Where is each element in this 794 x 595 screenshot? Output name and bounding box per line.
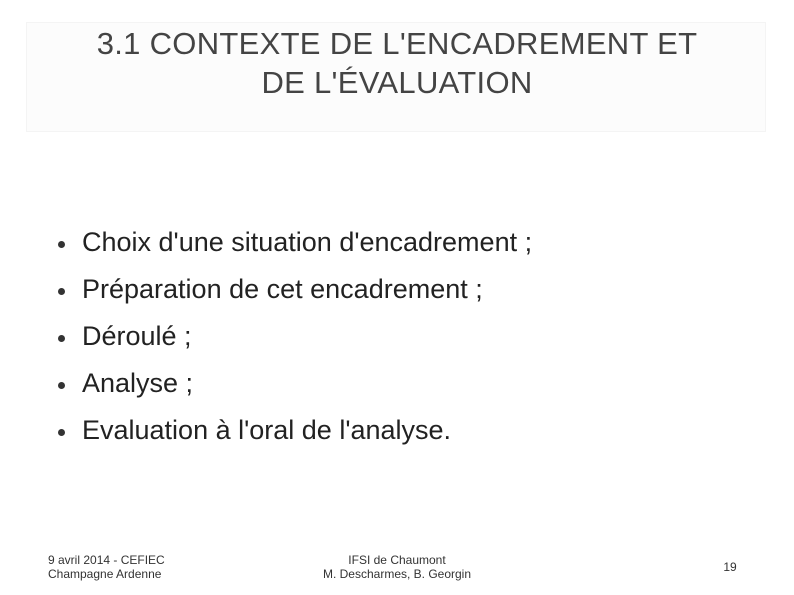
bullet-dot-icon	[58, 335, 65, 342]
slide-title-line: DE L'ÉVALUATION	[261, 65, 533, 100]
footer-date-line: 9 avril 2014 - CEFIEC	[48, 553, 165, 567]
bullet-text: Préparation de cet encadrement ;	[82, 274, 483, 304]
bullet-dot-icon	[58, 429, 65, 436]
page-number: 19	[723, 560, 737, 574]
footer-authors-line: IFSI de Chaumont	[348, 553, 446, 567]
footer-authors	[297, 553, 497, 581]
bullet-list	[56, 222, 532, 457]
bullet-text: Analyse ;	[82, 368, 194, 398]
footer-date	[48, 553, 165, 581]
slide-title	[0, 24, 794, 102]
bullet-item	[56, 222, 532, 269]
bullet-item	[56, 410, 532, 457]
footer-authors-line: M. Descharmes, B. Georgin	[322, 567, 472, 581]
bullet-item	[56, 269, 532, 316]
bullet-text: Déroulé ;	[82, 321, 192, 351]
footer-date-line: Champagne Ardenne	[48, 567, 162, 581]
bullet-item	[56, 363, 532, 410]
slide-title-line: 3.1 CONTEXTE DE L'ENCADREMENT ET	[96, 26, 698, 61]
bullet-dot-icon	[58, 382, 65, 389]
bullet-dot-icon	[58, 241, 65, 248]
bullet-dot-icon	[58, 288, 65, 295]
bullet-text: Choix d'une situation d'encadrement ;	[82, 227, 533, 257]
bullet-item	[56, 316, 532, 363]
bullet-text: Evaluation à l'oral de l'analyse.	[82, 415, 452, 445]
